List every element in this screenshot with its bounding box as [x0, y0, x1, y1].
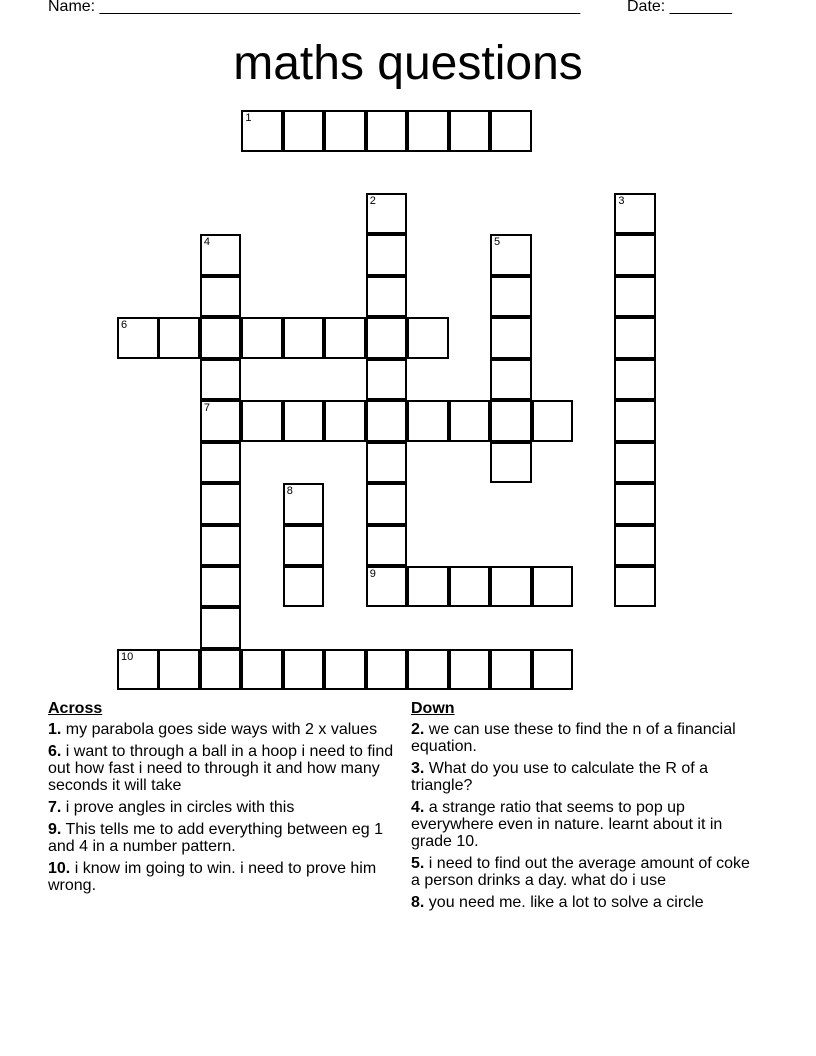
- page-title: maths questions: [233, 37, 583, 90]
- clue-label: 5.: [411, 855, 425, 872]
- across-clue: [48, 821, 398, 855]
- grid-cell[interactable]: [241, 649, 283, 691]
- clue-label: 8.: [411, 894, 425, 911]
- across-clue: [48, 799, 398, 816]
- clue-text: you need me. like a lot to solve a circle: [428, 894, 704, 911]
- clue-label: 3.: [411, 760, 425, 777]
- down-clue: [411, 721, 761, 755]
- grid-cell[interactable]: [490, 110, 532, 152]
- grid-cell[interactable]: [449, 649, 491, 691]
- grid-cell[interactable]: [366, 359, 408, 401]
- clue-text: i know im going to win. i need to prove him wrong.: [48, 860, 377, 894]
- grid-cell[interactable]: [241, 110, 283, 152]
- grid-cell[interactable]: [407, 649, 449, 691]
- clue-label: 2.: [411, 721, 425, 738]
- clue-number: 6: [121, 319, 128, 332]
- grid-cell[interactable]: [614, 525, 656, 567]
- grid-cell[interactable]: [241, 317, 283, 359]
- clue-text: This tells me to add everything between eg 1 and 4 in a number pattern.: [48, 821, 384, 855]
- clue-number: 7: [203, 402, 211, 415]
- grid-cell[interactable]: [324, 317, 366, 359]
- grid-cell[interactable]: [200, 400, 242, 442]
- grid-cell[interactable]: [366, 234, 408, 276]
- grid-cell[interactable]: [366, 649, 408, 691]
- grid-cell[interactable]: [366, 317, 408, 359]
- grid-cell[interactable]: [532, 400, 574, 442]
- grid-cell[interactable]: [366, 442, 408, 484]
- clue-label: 1.: [48, 721, 62, 738]
- grid-cell[interactable]: [324, 400, 366, 442]
- grid-cell[interactable]: [324, 649, 366, 691]
- name-field[interactable]: Name: ______________________________________________________: [48, 0, 581, 15]
- down-clue: [411, 894, 761, 911]
- down-clue: [411, 799, 761, 850]
- grid-cell[interactable]: [614, 317, 656, 359]
- grid-cell[interactable]: [614, 442, 656, 484]
- date-field[interactable]: Date: _______: [627, 0, 732, 15]
- grid-cell[interactable]: [366, 566, 408, 608]
- grid-cell[interactable]: [200, 442, 242, 484]
- grid-cell[interactable]: [614, 193, 656, 235]
- grid-cell[interactable]: [200, 359, 242, 401]
- across-clue: [48, 743, 398, 794]
- grid-cell[interactable]: [283, 649, 325, 691]
- grid-cell[interactable]: [449, 566, 491, 608]
- grid-cell[interactable]: [117, 649, 159, 691]
- clue-text: i need to find out the average amount of coke a person drinks a day. what do i use: [411, 855, 750, 889]
- clue-number: 9: [369, 567, 376, 580]
- grid-cell[interactable]: [366, 193, 408, 235]
- clue-text: i prove angles in circles with this: [65, 799, 295, 816]
- grid-cell[interactable]: [366, 276, 408, 318]
- grid-cell[interactable]: [283, 483, 325, 525]
- grid-cell[interactable]: [241, 400, 283, 442]
- grid-cell[interactable]: [366, 525, 408, 567]
- grid-cell[interactable]: [200, 483, 242, 525]
- grid-cell[interactable]: [614, 483, 656, 525]
- grid-cell[interactable]: [490, 317, 532, 359]
- clue-number: 2: [369, 194, 376, 207]
- across-clue: [48, 721, 398, 738]
- grid-cell[interactable]: [532, 649, 574, 691]
- grid-cell[interactable]: [283, 525, 325, 567]
- grid-cell[interactable]: [407, 317, 449, 359]
- grid-cell[interactable]: [490, 359, 532, 401]
- across-clue: [48, 860, 398, 894]
- down-clues: [411, 700, 761, 916]
- grid-cell[interactable]: [366, 110, 408, 152]
- grid-cell[interactable]: [366, 483, 408, 525]
- grid-cell[interactable]: [283, 317, 325, 359]
- grid-cell[interactable]: [407, 566, 449, 608]
- grid-cell[interactable]: [200, 649, 242, 691]
- grid-cell[interactable]: [200, 234, 242, 276]
- grid-cell[interactable]: [490, 234, 532, 276]
- clue-label: 9.: [48, 821, 62, 838]
- grid-cell[interactable]: [490, 276, 532, 318]
- grid-cell[interactable]: [283, 400, 325, 442]
- grid-cell[interactable]: [490, 566, 532, 608]
- clue-label: 6.: [48, 743, 62, 760]
- grid-cell[interactable]: [200, 566, 242, 608]
- grid-cell[interactable]: [407, 110, 449, 152]
- grid-cell[interactable]: [490, 442, 532, 484]
- grid-cell[interactable]: [200, 276, 242, 318]
- clue-number: 1: [245, 112, 252, 124]
- clue-text: we can use these to find the n of a financial equation.: [411, 721, 736, 755]
- clue-number: 3: [618, 194, 625, 207]
- grid-cell[interactable]: [407, 400, 449, 442]
- clue-text: my parabola goes side ways with 2 x values: [65, 721, 378, 738]
- grid-cell[interactable]: [366, 400, 408, 442]
- grid-cell[interactable]: [200, 525, 242, 567]
- grid-cell[interactable]: [200, 607, 242, 649]
- grid-cell[interactable]: [200, 317, 242, 359]
- grid-cell[interactable]: [158, 317, 200, 359]
- clue-number: 10: [121, 650, 134, 663]
- grid-cell[interactable]: [490, 400, 532, 442]
- grid-cell[interactable]: [532, 566, 574, 608]
- grid-cell[interactable]: [490, 649, 532, 691]
- grid-cell[interactable]: [614, 359, 656, 401]
- grid-cell[interactable]: [283, 110, 325, 152]
- grid-cell[interactable]: [283, 566, 325, 608]
- down-clue: [411, 760, 761, 794]
- grid-cell[interactable]: [614, 400, 656, 442]
- grid-cell[interactable]: [614, 234, 656, 276]
- grid-cell[interactable]: [324, 110, 366, 152]
- down-clue: [411, 855, 761, 889]
- grid-cell[interactable]: [449, 400, 491, 442]
- across-heading: Across: [48, 700, 103, 717]
- clue-text: a strange ratio that seems to pop up everywhere even in nature. learnt about it in grade 10.: [411, 799, 723, 850]
- grid-cell[interactable]: [614, 276, 656, 318]
- grid-cell[interactable]: [117, 317, 159, 359]
- clue-number: 8: [286, 485, 293, 498]
- grid-cell[interactable]: [614, 566, 656, 608]
- clue-label: 7.: [48, 799, 62, 816]
- down-heading: Down: [411, 700, 455, 717]
- clue-label: 10.: [48, 860, 71, 877]
- clue-text: What do you use to calculate the R of a triangle?: [411, 760, 709, 794]
- clue-number: 4: [203, 236, 211, 249]
- clue-label: 4.: [411, 799, 425, 816]
- grid-cell[interactable]: [158, 649, 200, 691]
- grid-cell[interactable]: [449, 110, 491, 152]
- across-clues: [48, 700, 398, 899]
- clue-text: i want to through a ball in a hoop i need to find out how fast i need to through it and how many seconds it will take: [48, 743, 394, 794]
- clue-number: 5: [494, 236, 501, 249]
